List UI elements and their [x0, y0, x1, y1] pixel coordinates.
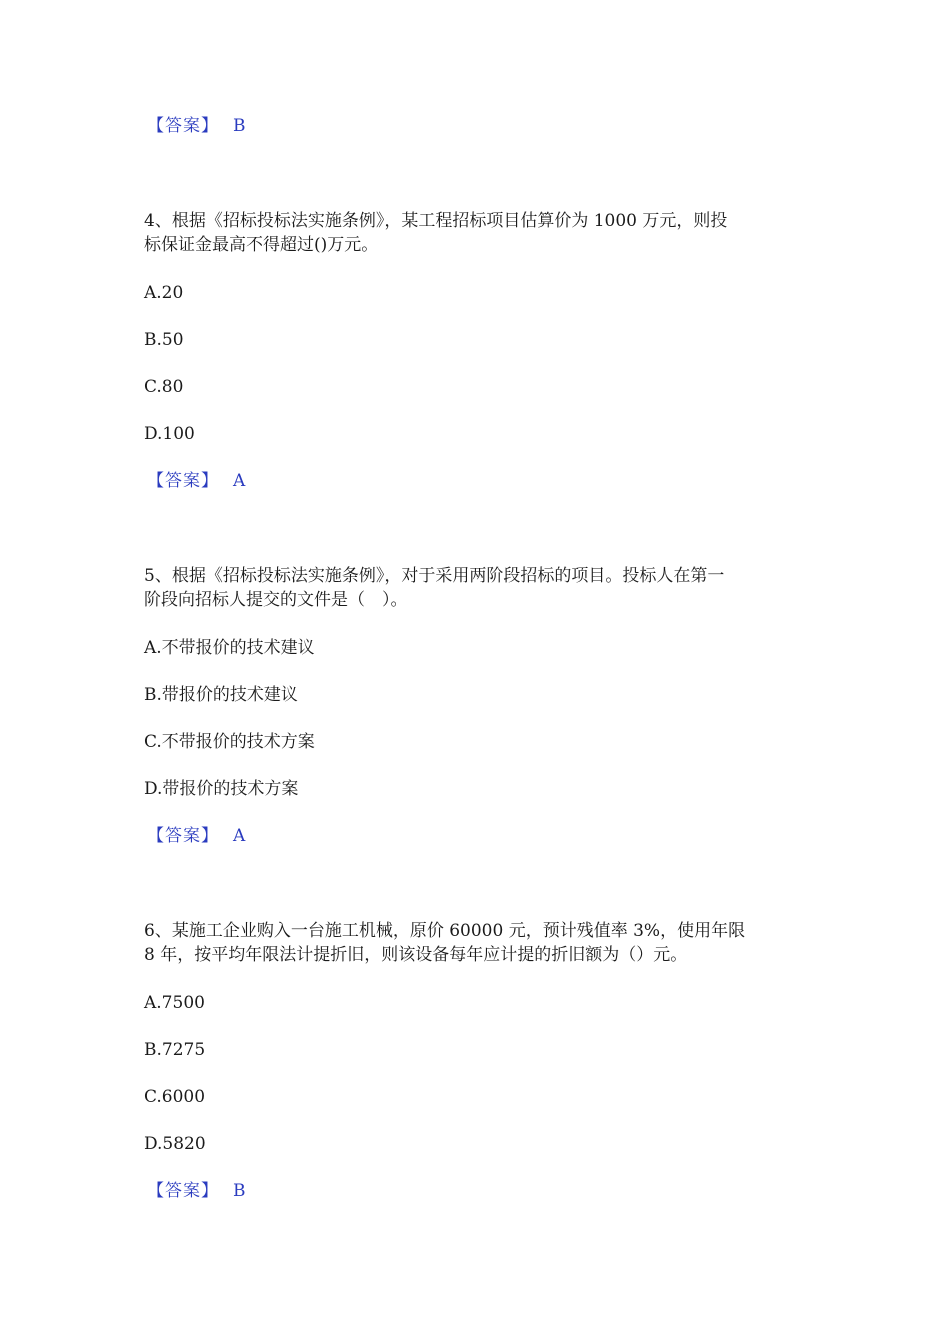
answer-q6: [147, 1179, 246, 1203]
q6-stem-line1: 6、某施工企业购入一台施工机械，原价 60000 元，预计残值率 3%，使用年限: [144, 921, 746, 941]
q6-option-a: A.7500: [144, 993, 205, 1013]
q6-option-b: B.7275: [144, 1040, 206, 1060]
answer-value: A: [233, 826, 246, 846]
answer-q3: [147, 114, 246, 138]
q5-option-b: B.带报价的技术建议: [144, 685, 298, 705]
q4-option-b: B.50: [144, 330, 184, 350]
answer-value: B: [233, 116, 246, 136]
q4-stem-line2: 标保证金最高不得超过()万元。: [144, 235, 379, 255]
q5-option-d: D.带报价的技术方案: [144, 779, 299, 799]
q5-stem-line2: 阶段向招标人提交的文件是（ ）。: [144, 590, 408, 610]
q5-stem-line1: 5、根据《招标投标法实施条例》，对于采用两阶段招标的项目。投标人在第一: [144, 566, 725, 586]
q6-option-c: C.6000: [144, 1087, 206, 1107]
answer-value: A: [233, 471, 246, 491]
q5-option-c: C.不带报价的技术方案: [144, 732, 315, 752]
answer-label: 【答案】: [147, 471, 219, 491]
answer-q4: [147, 469, 245, 493]
q4-option-d: D.100: [144, 424, 195, 444]
q4-stem-line1: 4、根据《招标投标法实施条例》，某工程招标项目估算价为 1000 万元，则投: [144, 211, 728, 231]
answer-label: 【答案】: [147, 826, 219, 846]
answer-label: 【答案】: [147, 1181, 219, 1201]
q6-option-d: D.5820: [144, 1134, 206, 1154]
q6-stem-line2: 8 年，按平均年限法计提折旧，则该设备每年应计提的折旧额为（）元。: [144, 945, 688, 965]
answer-label: 【答案】: [147, 116, 219, 136]
q5-option-a: A.不带报价的技术建议: [144, 638, 315, 658]
answer-q5: [147, 824, 245, 848]
q4-option-a: A.20: [144, 283, 184, 303]
answer-value: B: [233, 1181, 246, 1201]
q4-option-c: C.80: [144, 377, 184, 397]
